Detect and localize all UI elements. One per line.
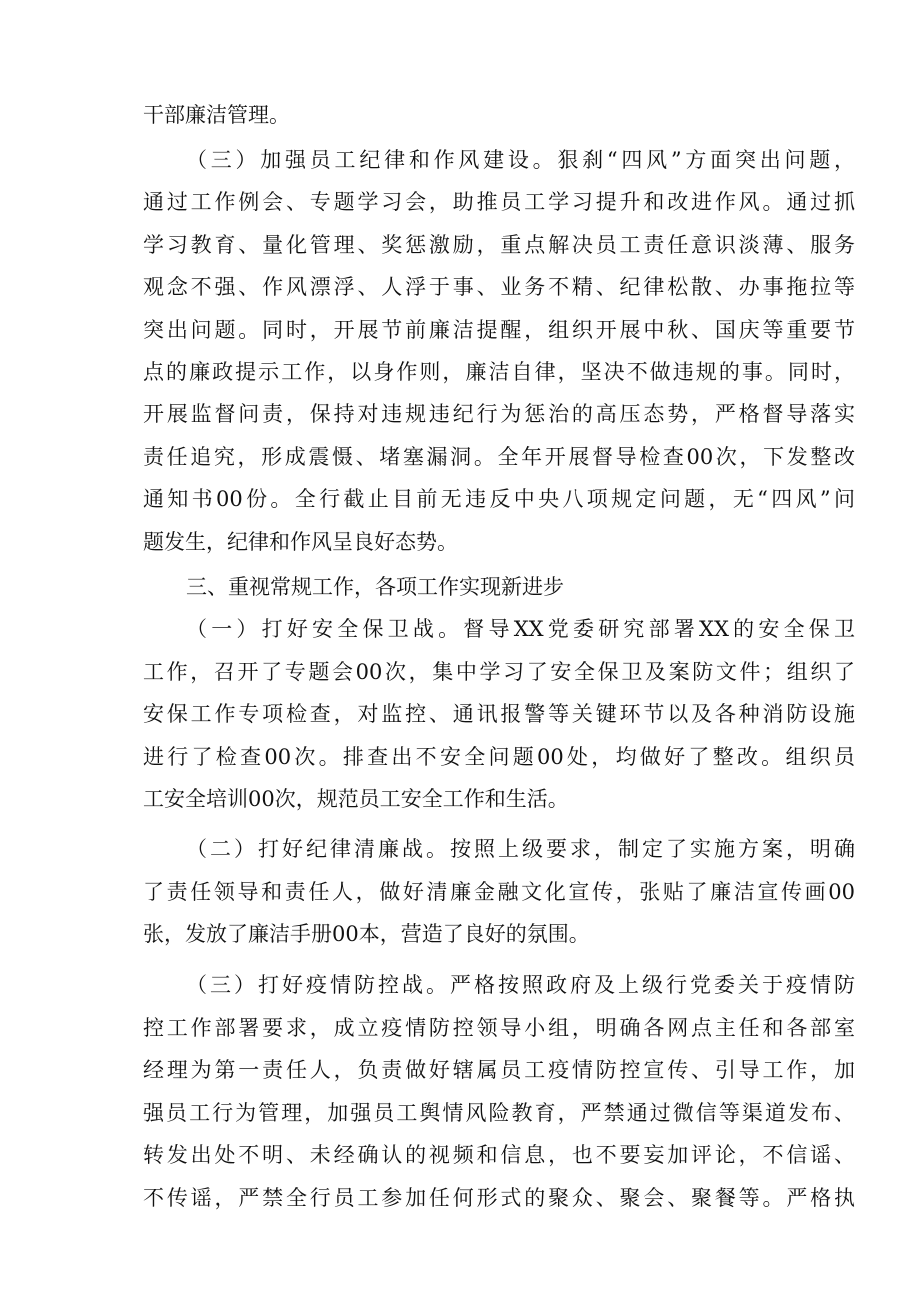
paragraph-line: 开展监督问责，保持对违规违纪行为惩治的高压态势，严格督导落实 (143, 402, 855, 426)
paragraph-line: 控工作部署要求，成立疫情防控领导小组，明确各网点主任和各部室 (143, 1016, 855, 1040)
paragraph-line: 观念不强、作风漂浮、人浮于事、业务不精、纪律松散、办事拖拉等 (143, 275, 855, 299)
paragraph-line: （一）打好安全保卫战。督导XX党委研究部署XX的安全保卫 (186, 617, 855, 641)
paragraph-line: 题发生，纪律和作风呈良好态势。 (143, 530, 458, 554)
paragraph-line: 通知书00份。全行截止目前无违反中央八项规定问题，无“四风”问 (143, 487, 855, 511)
paragraph-line: 安保工作专项检查，对监控、通讯报警等关键环节以及各种消防设施 (143, 702, 855, 726)
paragraph-line: （二）打好纪律清廉战。按照上级要求，制定了实施方案，明确 (186, 837, 855, 861)
paragraph-line: 转发出处不明、未经确认的视频和信息，也不要妄加评论，不信谣、 (143, 1143, 855, 1167)
paragraph-line: 点的廉政提示工作，以身作则，廉洁自律，坚决不做违规的事。同时， (143, 360, 855, 384)
paragraph-line: 突出问题。同时，开展节前廉洁提醒，组织开展中秋、国庆等重要节 (143, 318, 855, 342)
paragraph-line: 进行了检查00次。排查出不安全问题00处，均做好了整改。组织员 (143, 745, 855, 769)
paragraph-line: 经理为第一责任人，负责做好辖属员工疫情防控宣传、引导工作，加 (143, 1058, 855, 1082)
paragraph-line: 通过工作例会、专题学习会，助推员工学习提升和改进作风。通过抓 (143, 190, 855, 214)
paragraph-line: 责任追究，形成震慑、堵塞漏洞。全年开展督导检查00次，下发整改 (143, 445, 855, 469)
paragraph-line: 工作，召开了专题会00次，集中学习了安全保卫及案防文件；组织了 (143, 660, 855, 684)
paragraph-line: 工安全培训00次，规范员工安全工作和生活。 (143, 787, 569, 811)
paragraph-line: 强员工行为管理，加强员工舆情风险教育，严禁通过微信等渠道发布、 (143, 1101, 855, 1125)
paragraph-line: 了责任领导和责任人，做好清廉金融文化宣传，张贴了廉洁宣传画00 (143, 880, 855, 904)
paragraph-line: 学习教育、量化管理、奖惩激励，重点解决员工责任意识淡薄、服务 (143, 233, 855, 257)
paragraph-line: （三）加强员工纪律和作风建设。狠刹“四风”方面突出问题， (186, 148, 855, 172)
paragraph-line: 干部廉洁管理。 (143, 103, 290, 127)
section-heading: 三、重视常规工作，各项工作实现新进步 (186, 575, 564, 599)
paragraph-line: （三）打好疫情防控战。严格按照政府及上级行党委关于疫情防 (186, 973, 855, 997)
paragraph-line: 不传谣，严禁全行员工参加任何形式的聚众、聚会、聚餐等。严格执 (143, 1186, 855, 1210)
paragraph-line: 张，发放了廉洁手册00本，营造了良好的氛围。 (143, 922, 590, 946)
